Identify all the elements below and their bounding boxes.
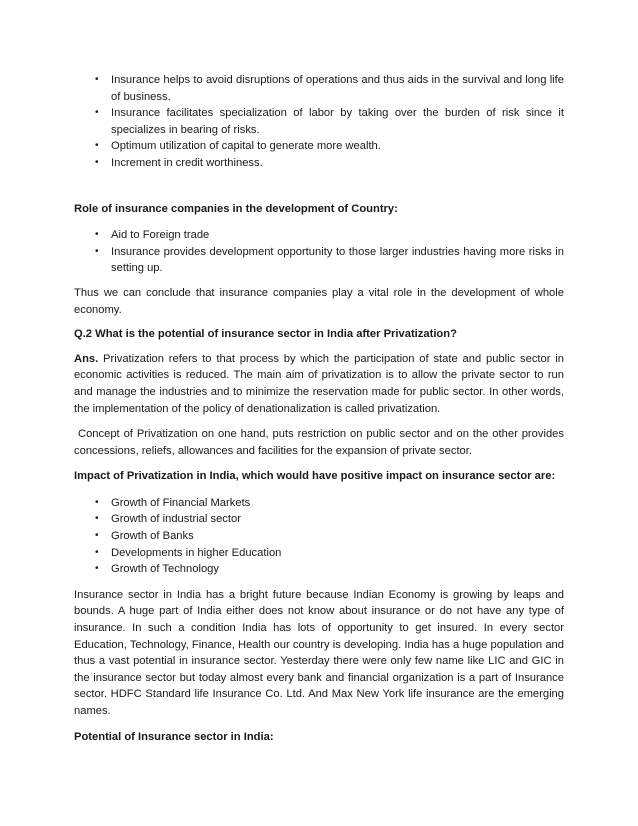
- bullet-icon: •: [95, 496, 99, 508]
- bullet-icon: •: [95, 563, 99, 575]
- page-content: [74, 72, 564, 745]
- role-bullet-list: [74, 227, 564, 277]
- list-item: [74, 495, 564, 512]
- bullet-icon: •: [95, 229, 99, 241]
- list-item: [74, 227, 564, 244]
- list-item-text: Insurance facilitates specialization of labor by taking over the burden of risk since it specializes in bearing of risks.: [111, 107, 564, 136]
- bullet-icon: •: [95, 74, 99, 85]
- role-heading: Role of insurance companies in the development of Country:: [74, 202, 398, 215]
- bullet-icon: •: [95, 546, 99, 558]
- question-heading: Q.2 What is the potential of insurance sector in India after Privatization?: [74, 328, 457, 341]
- list-item: [74, 138, 564, 155]
- list-item: [74, 72, 564, 105]
- list-item: [74, 511, 564, 528]
- list-item: [74, 545, 564, 562]
- list-item-text: Optimum utilization of capital to generate more wealth.: [111, 140, 381, 153]
- conclusion-paragraph: Thus we can conclude that insurance companies play a vital role in the development of whole economy.: [74, 286, 564, 316]
- list-item-text: Growth of Banks: [111, 530, 194, 543]
- list-item-text: Growth of Technology: [111, 563, 220, 576]
- answer-label: Ans.: [74, 352, 99, 365]
- list-item: [74, 105, 564, 138]
- bullet-icon: •: [95, 107, 99, 119]
- list-item-text: Growth of industrial sector: [111, 513, 241, 526]
- bullet-icon: •: [95, 530, 99, 542]
- list-item: [74, 155, 564, 172]
- list-item-text: Growth of Financial Markets: [111, 496, 251, 509]
- impact-heading: Impact of Privatization in India, which would have positive impact on insurance sector are:: [74, 470, 556, 483]
- list-item-text: Increment in credit worthiness.: [111, 156, 263, 169]
- list-item: [74, 528, 564, 545]
- bullet-icon: •: [95, 513, 99, 525]
- potential-heading: Potential of Insurance sector in India:: [74, 730, 274, 743]
- list-item: [74, 561, 564, 578]
- bullet-icon: •: [95, 245, 99, 257]
- bullet-icon: •: [95, 156, 99, 168]
- list-item-text: Developments in higher Education: [111, 546, 282, 559]
- benefits-bullet-list: [74, 72, 564, 172]
- answer-paragraph: [74, 351, 564, 417]
- list-item-text: Insurance helps to avoid disruptions of operations and thus aids in the survival and long life of business.: [111, 74, 564, 103]
- list-item-text: Aid to Foreign trade: [111, 229, 210, 242]
- impact-bullet-list: [74, 495, 564, 578]
- future-paragraph: Insurance sector in India has a bright future because Indian Economy is growing by leaps and bounds. A huge part of India either does not know about insurance or do not have any type of insurance. In such a condition India has lots of opportunity to get insured. In every sector Education, Technology, Finance, Health our country is developing. India has a huge population and thus a vast potential in insurance sector. Yesterday there were only few name like LIC and GIC in the insurance sector but today almost every bank and financial organization is a part of Insurance sector. HDFC Standard life Insurance Co. Ltd. And Max New York life insurance are the emerging names.: [74, 588, 564, 717]
- bullet-icon: •: [95, 140, 99, 152]
- list-item-text: Insurance provides development opportunity to those larger industries having more risks in setting up.: [111, 245, 564, 275]
- list-item: [74, 244, 564, 277]
- answer-text: Privatization refers to that process by which the participation of state and public sector in economic activities is reduced. The main aim of privatization is to allow the private sector to run and manage the industries and to minimize the reservation made for public sector. In other words, the implementation of the policy of denationalization is called privatization.: [74, 352, 564, 415]
- concept-paragraph: Concept of Privatization on one hand, puts restriction on public sector and on the other provides concessions, reliefs, allowances and facilities for the expansion of private sector.: [74, 428, 564, 457]
